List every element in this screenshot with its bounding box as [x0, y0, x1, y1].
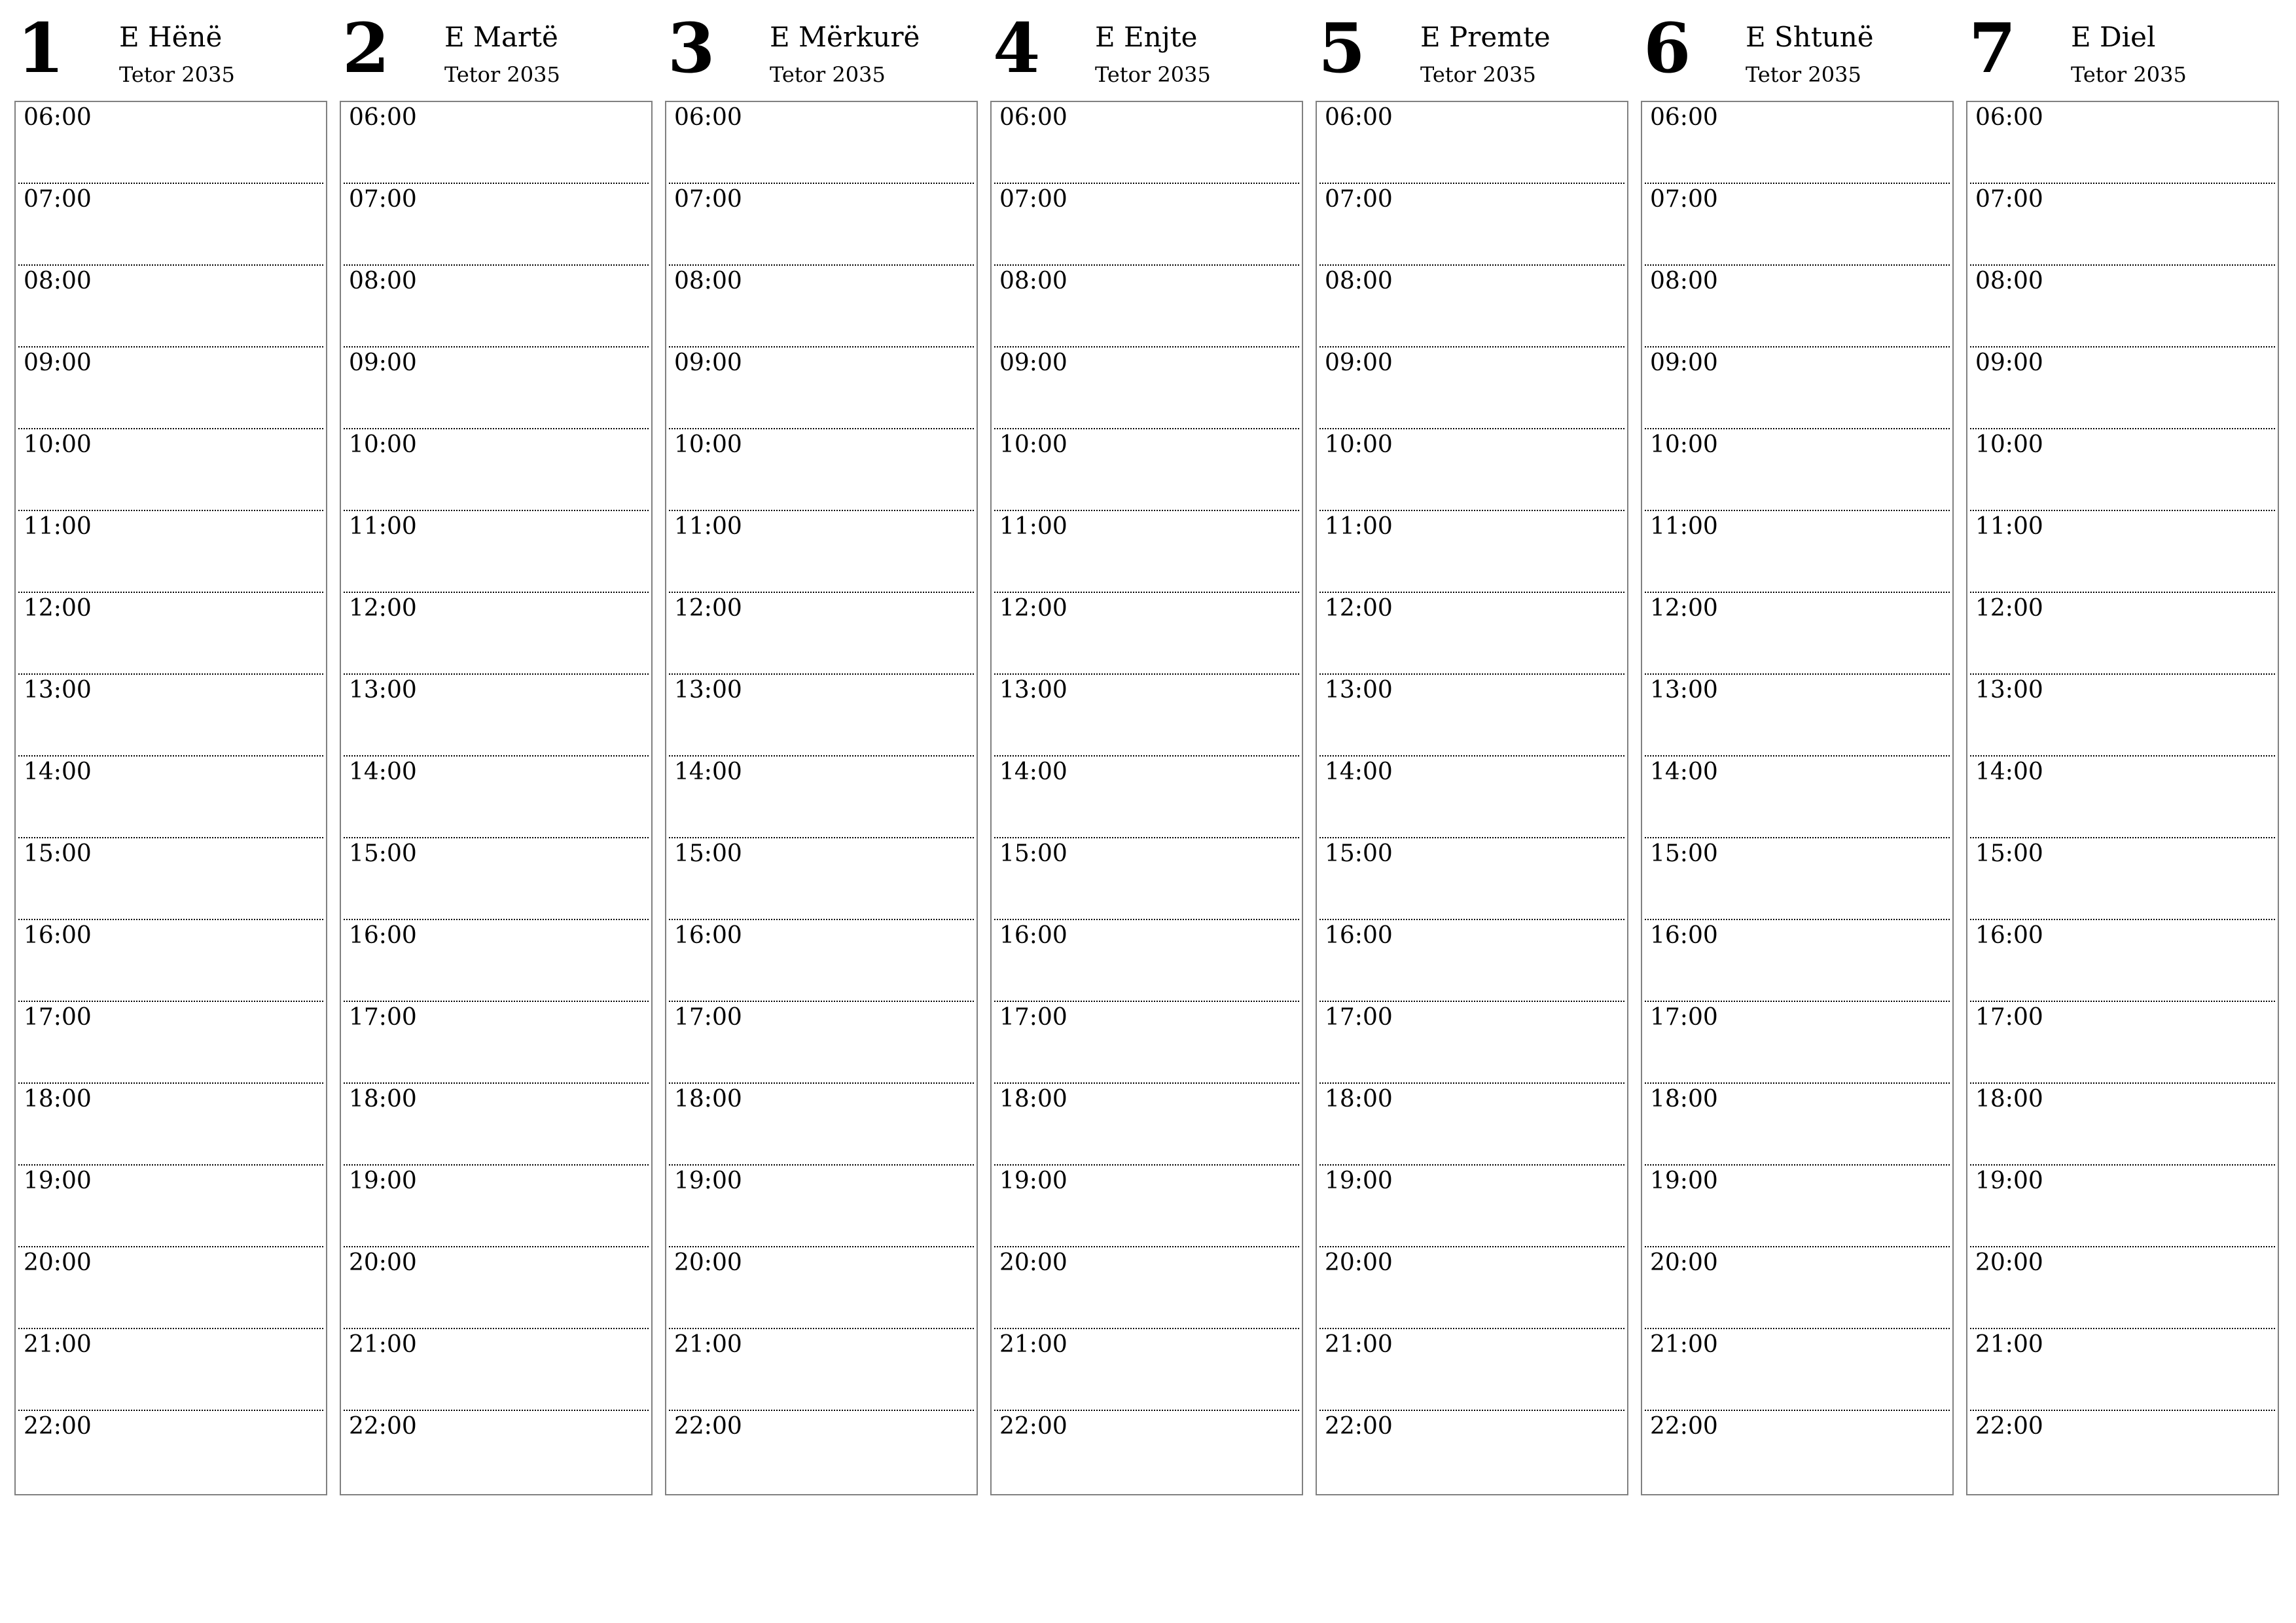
time-slot[interactable] [18, 1247, 323, 1329]
time-label: 22:00 [24, 1413, 92, 1440]
time-label: 10:00 [999, 431, 1067, 458]
time-label: 14:00 [674, 758, 742, 785]
time-slot[interactable] [18, 511, 323, 593]
time-label: 08:00 [349, 268, 417, 294]
time-slot[interactable] [344, 757, 649, 838]
time-label: 08:00 [1975, 268, 2043, 294]
day-number: 1 [17, 8, 65, 88]
time-slot[interactable] [669, 1002, 974, 1084]
time-label: 09:00 [1325, 349, 1393, 376]
time-slot[interactable] [344, 593, 649, 675]
time-label: 11:00 [674, 513, 742, 540]
time-slot[interactable] [669, 757, 974, 838]
time-label: 14:00 [1975, 758, 2043, 785]
time-slot[interactable] [669, 920, 974, 1002]
time-label: 16:00 [349, 922, 417, 949]
time-slot[interactable] [18, 593, 323, 675]
time-slot[interactable] [669, 266, 974, 348]
time-label: 08:00 [1650, 268, 1718, 294]
day-name: E Premte [1420, 21, 1551, 53]
time-slot[interactable] [344, 1247, 649, 1329]
time-label: 22:00 [999, 1413, 1067, 1440]
time-slot[interactable] [1319, 102, 1624, 184]
time-slot[interactable] [994, 511, 1299, 593]
time-label: 06:00 [1650, 104, 1718, 131]
time-label: 14:00 [1650, 758, 1718, 785]
time-slot[interactable] [1319, 184, 1624, 266]
time-label: 06:00 [674, 104, 742, 131]
time-slot[interactable] [344, 184, 649, 266]
time-slot[interactable] [1645, 266, 1950, 348]
day-number: 2 [342, 8, 390, 88]
time-label: 07:00 [674, 186, 742, 213]
time-label: 18:00 [674, 1086, 742, 1113]
day-header [665, 0, 978, 98]
time-label: 09:00 [349, 349, 417, 376]
time-slot[interactable] [669, 1411, 974, 1493]
time-label: 17:00 [999, 1004, 1067, 1031]
time-slot[interactable] [1319, 1166, 1624, 1247]
time-slot[interactable] [669, 838, 974, 920]
time-slot[interactable] [344, 266, 649, 348]
time-label: 14:00 [24, 758, 92, 785]
time-label: 20:00 [1975, 1249, 2043, 1276]
time-label: 18:00 [1325, 1086, 1393, 1113]
time-label: 12:00 [349, 595, 417, 622]
time-label: 15:00 [674, 840, 742, 867]
time-slot[interactable] [1970, 429, 2275, 511]
time-label: 19:00 [1325, 1168, 1393, 1194]
time-slot[interactable] [1319, 838, 1624, 920]
time-label: 11:00 [349, 513, 417, 540]
day-schedule-box[interactable] [1641, 101, 1954, 1495]
time-slot[interactable] [994, 838, 1299, 920]
time-label: 06:00 [349, 104, 417, 131]
time-slot[interactable] [1645, 1411, 1950, 1493]
time-slot[interactable] [18, 1411, 323, 1493]
day-header [14, 0, 327, 98]
time-label: 19:00 [24, 1168, 92, 1194]
time-label: 09:00 [674, 349, 742, 376]
time-label: 20:00 [24, 1249, 92, 1276]
time-label: 10:00 [24, 431, 92, 458]
time-label: 18:00 [1975, 1086, 2043, 1113]
time-slot[interactable] [1645, 1166, 1950, 1247]
time-slot[interactable] [1970, 102, 2275, 184]
time-label: 12:00 [1325, 595, 1393, 622]
time-label: 12:00 [999, 595, 1067, 622]
time-label: 19:00 [1975, 1168, 2043, 1194]
time-label: 15:00 [349, 840, 417, 867]
time-label: 21:00 [24, 1331, 92, 1358]
time-slot[interactable] [994, 1084, 1299, 1166]
time-slot[interactable] [344, 348, 649, 429]
time-label: 11:00 [1650, 513, 1718, 540]
day-number: 7 [1969, 8, 2017, 88]
time-label: 15:00 [999, 840, 1067, 867]
time-label: 13:00 [24, 677, 92, 704]
time-slot[interactable] [344, 838, 649, 920]
time-slot[interactable] [1970, 920, 2275, 1002]
time-label: 20:00 [999, 1249, 1067, 1276]
day-number: 4 [993, 8, 1041, 88]
day-schedule-box[interactable] [1316, 101, 1628, 1495]
time-label: 11:00 [999, 513, 1067, 540]
time-slot[interactable] [994, 920, 1299, 1002]
time-label: 12:00 [24, 595, 92, 622]
day-month: Tetor 2035 [770, 62, 886, 87]
time-label: 16:00 [24, 922, 92, 949]
day-header [990, 0, 1303, 98]
time-label: 07:00 [999, 186, 1067, 213]
time-label: 08:00 [674, 268, 742, 294]
day-header [1966, 0, 2279, 98]
time-label: 10:00 [1650, 431, 1718, 458]
time-slot[interactable] [1319, 1247, 1624, 1329]
time-slot[interactable] [1970, 1329, 2275, 1411]
day-name: E Diel [2071, 21, 2156, 53]
time-slot[interactable] [344, 920, 649, 1002]
time-label: 13:00 [999, 677, 1067, 704]
day-header [1641, 0, 1954, 98]
time-slot[interactable] [669, 1329, 974, 1411]
time-label: 19:00 [349, 1168, 417, 1194]
time-slot[interactable] [669, 1084, 974, 1166]
time-slot[interactable] [1319, 266, 1624, 348]
time-slot[interactable] [18, 348, 323, 429]
time-slot[interactable] [1970, 1411, 2275, 1493]
time-label: 17:00 [1325, 1004, 1393, 1031]
time-slot[interactable] [994, 1247, 1299, 1329]
time-slot[interactable] [1319, 511, 1624, 593]
time-slot[interactable] [18, 184, 323, 266]
time-slot[interactable] [994, 593, 1299, 675]
time-label: 15:00 [1650, 840, 1718, 867]
time-label: 21:00 [1325, 1331, 1393, 1358]
time-label: 18:00 [349, 1086, 417, 1113]
time-slot[interactable] [1970, 838, 2275, 920]
time-slot[interactable] [1319, 757, 1624, 838]
time-slot[interactable] [1970, 757, 2275, 838]
time-slot[interactable] [344, 1329, 649, 1411]
time-label: 11:00 [1325, 513, 1393, 540]
time-slot[interactable] [1970, 184, 2275, 266]
time-slot[interactable] [1319, 675, 1624, 757]
time-label: 17:00 [674, 1004, 742, 1031]
time-label: 09:00 [999, 349, 1067, 376]
day-month: Tetor 2035 [1746, 62, 1861, 87]
day-column [990, 0, 1303, 1499]
time-label: 13:00 [1650, 677, 1718, 704]
time-label: 20:00 [1650, 1249, 1718, 1276]
day-header [1316, 0, 1628, 98]
time-slot[interactable] [1645, 1084, 1950, 1166]
time-label: 18:00 [1650, 1086, 1718, 1113]
time-slot[interactable] [18, 429, 323, 511]
time-label: 19:00 [674, 1168, 742, 1194]
time-label: 21:00 [1650, 1331, 1718, 1358]
time-label: 18:00 [999, 1086, 1067, 1113]
time-slot[interactable] [994, 266, 1299, 348]
time-label: 17:00 [1975, 1004, 2043, 1031]
time-label: 12:00 [1650, 595, 1718, 622]
time-slot[interactable] [1645, 429, 1950, 511]
time-slot[interactable] [1319, 1084, 1624, 1166]
time-label: 16:00 [1975, 922, 2043, 949]
time-slot[interactable] [1970, 1166, 2275, 1247]
day-number: 6 [1643, 8, 1691, 88]
time-slot[interactable] [669, 1166, 974, 1247]
time-label: 06:00 [1325, 104, 1393, 131]
time-slot[interactable] [1319, 920, 1624, 1002]
time-slot[interactable] [994, 184, 1299, 266]
time-slot[interactable] [1319, 1329, 1624, 1411]
time-label: 13:00 [674, 677, 742, 704]
time-label: 12:00 [674, 595, 742, 622]
time-slot[interactable] [1645, 511, 1950, 593]
day-month: Tetor 2035 [119, 62, 235, 87]
day-column [1641, 0, 1954, 1499]
day-column [1316, 0, 1628, 1499]
time-slot[interactable] [669, 429, 974, 511]
time-label: 22:00 [349, 1413, 417, 1440]
time-slot[interactable] [1970, 1247, 2275, 1329]
time-slot[interactable] [1645, 675, 1950, 757]
day-schedule-box[interactable] [1966, 101, 2279, 1495]
time-slot[interactable] [344, 1084, 649, 1166]
time-label: 14:00 [999, 758, 1067, 785]
time-slot[interactable] [18, 838, 323, 920]
time-slot[interactable] [1645, 1002, 1950, 1084]
day-month: Tetor 2035 [2071, 62, 2187, 87]
time-label: 11:00 [1975, 513, 2043, 540]
day-schedule-box[interactable] [665, 101, 978, 1495]
time-label: 09:00 [1650, 349, 1718, 376]
time-label: 07:00 [24, 186, 92, 213]
time-slot[interactable] [994, 1002, 1299, 1084]
time-slot[interactable] [344, 1166, 649, 1247]
time-label: 07:00 [349, 186, 417, 213]
time-label: 15:00 [24, 840, 92, 867]
time-label: 10:00 [674, 431, 742, 458]
time-slot[interactable] [994, 1329, 1299, 1411]
time-slot[interactable] [344, 675, 649, 757]
day-name: E Shtunë [1746, 21, 1874, 53]
time-label: 17:00 [24, 1004, 92, 1031]
day-column [340, 0, 653, 1499]
time-label: 10:00 [1325, 431, 1393, 458]
time-slot[interactable] [994, 757, 1299, 838]
day-name: E Hënë [119, 21, 223, 53]
day-schedule-box[interactable] [990, 101, 1303, 1495]
time-label: 20:00 [349, 1249, 417, 1276]
time-label: 08:00 [999, 268, 1067, 294]
time-label: 17:00 [1650, 1004, 1718, 1031]
day-number: 3 [668, 8, 715, 88]
time-slot[interactable] [18, 675, 323, 757]
time-slot[interactable] [18, 1002, 323, 1084]
time-label: 20:00 [1325, 1249, 1393, 1276]
time-slot[interactable] [1645, 838, 1950, 920]
time-slot[interactable] [1319, 348, 1624, 429]
time-label: 18:00 [24, 1086, 92, 1113]
time-label: 14:00 [1325, 758, 1393, 785]
time-slot[interactable] [1970, 675, 2275, 757]
day-month: Tetor 2035 [1420, 62, 1536, 87]
day-number: 5 [1318, 8, 1366, 88]
day-header [340, 0, 653, 98]
time-slot[interactable] [669, 675, 974, 757]
time-slot[interactable] [1970, 1002, 2275, 1084]
time-slot[interactable] [18, 1084, 323, 1166]
time-label: 09:00 [1975, 349, 2043, 376]
time-slot[interactable] [1645, 920, 1950, 1002]
time-label: 07:00 [1325, 186, 1393, 213]
time-label: 06:00 [999, 104, 1067, 131]
time-slot[interactable] [344, 1002, 649, 1084]
time-slot[interactable] [669, 511, 974, 593]
day-schedule-box[interactable] [340, 101, 653, 1495]
time-slot[interactable] [1645, 593, 1950, 675]
time-slot[interactable] [1970, 593, 2275, 675]
time-label: 14:00 [349, 758, 417, 785]
time-slot[interactable] [1645, 1329, 1950, 1411]
time-label: 19:00 [999, 1168, 1067, 1194]
time-label: 22:00 [1975, 1413, 2043, 1440]
time-slot[interactable] [994, 102, 1299, 184]
time-slot[interactable] [994, 429, 1299, 511]
time-label: 08:00 [1325, 268, 1393, 294]
time-slot[interactable] [669, 593, 974, 675]
time-label: 11:00 [24, 513, 92, 540]
time-slot[interactable] [344, 429, 649, 511]
time-label: 17:00 [349, 1004, 417, 1031]
time-label: 13:00 [1325, 677, 1393, 704]
time-slot[interactable] [1319, 593, 1624, 675]
time-slot[interactable] [18, 266, 323, 348]
time-label: 21:00 [1975, 1331, 2043, 1358]
time-label: 07:00 [1975, 186, 2043, 213]
time-label: 22:00 [1650, 1413, 1718, 1440]
time-slot[interactable] [18, 1166, 323, 1247]
time-label: 15:00 [1975, 840, 2043, 867]
time-slot[interactable] [669, 1247, 974, 1329]
time-label: 21:00 [674, 1331, 742, 1358]
time-slot[interactable] [344, 1411, 649, 1493]
time-slot[interactable] [344, 511, 649, 593]
time-label: 21:00 [349, 1331, 417, 1358]
time-slot[interactable] [1645, 348, 1950, 429]
time-label: 06:00 [24, 104, 92, 131]
time-label: 16:00 [674, 922, 742, 949]
time-slot[interactable] [669, 184, 974, 266]
time-slot[interactable] [1970, 266, 2275, 348]
time-label: 16:00 [1650, 922, 1718, 949]
time-label: 13:00 [349, 677, 417, 704]
time-label: 07:00 [1650, 186, 1718, 213]
time-slot[interactable] [1319, 429, 1624, 511]
time-slot[interactable] [344, 102, 649, 184]
time-slot[interactable] [18, 757, 323, 838]
weekly-planner [14, 0, 2289, 1505]
time-slot[interactable] [994, 675, 1299, 757]
time-label: 22:00 [1325, 1413, 1393, 1440]
time-slot[interactable] [669, 102, 974, 184]
day-schedule-box[interactable] [14, 101, 327, 1495]
time-label: 10:00 [1975, 431, 2043, 458]
time-label: 19:00 [1650, 1168, 1718, 1194]
day-column [14, 0, 327, 1499]
day-month: Tetor 2035 [1095, 62, 1211, 87]
time-slot[interactable] [18, 102, 323, 184]
day-name: E Enjte [1095, 21, 1198, 53]
time-slot[interactable] [994, 1166, 1299, 1247]
time-label: 16:00 [1325, 922, 1393, 949]
time-slot[interactable] [994, 348, 1299, 429]
day-column [1966, 0, 2279, 1499]
time-label: 13:00 [1975, 677, 2043, 704]
day-column [665, 0, 978, 1499]
day-name: E Mërkurë [770, 21, 920, 53]
time-slot[interactable] [1319, 1002, 1624, 1084]
time-slot[interactable] [994, 1411, 1299, 1493]
time-slot[interactable] [1645, 102, 1950, 184]
time-label: 20:00 [674, 1249, 742, 1276]
time-slot[interactable] [1970, 348, 2275, 429]
time-label: 09:00 [24, 349, 92, 376]
day-month: Tetor 2035 [444, 62, 560, 87]
time-label: 16:00 [999, 922, 1067, 949]
day-name: E Martë [444, 21, 558, 53]
time-slot[interactable] [1645, 757, 1950, 838]
time-label: 15:00 [1325, 840, 1393, 867]
time-slot[interactable] [1970, 1084, 2275, 1166]
time-slot[interactable] [18, 1329, 323, 1411]
time-slot[interactable] [18, 920, 323, 1002]
time-slot[interactable] [1319, 1411, 1624, 1493]
time-label: 22:00 [674, 1413, 742, 1440]
time-slot[interactable] [669, 348, 974, 429]
time-label: 08:00 [24, 268, 92, 294]
time-slot[interactable] [1970, 511, 2275, 593]
time-slot[interactable] [1645, 1247, 1950, 1329]
time-label: 06:00 [1975, 104, 2043, 131]
time-label: 21:00 [999, 1331, 1067, 1358]
time-label: 12:00 [1975, 595, 2043, 622]
time-label: 10:00 [349, 431, 417, 458]
time-slot[interactable] [1645, 184, 1950, 266]
